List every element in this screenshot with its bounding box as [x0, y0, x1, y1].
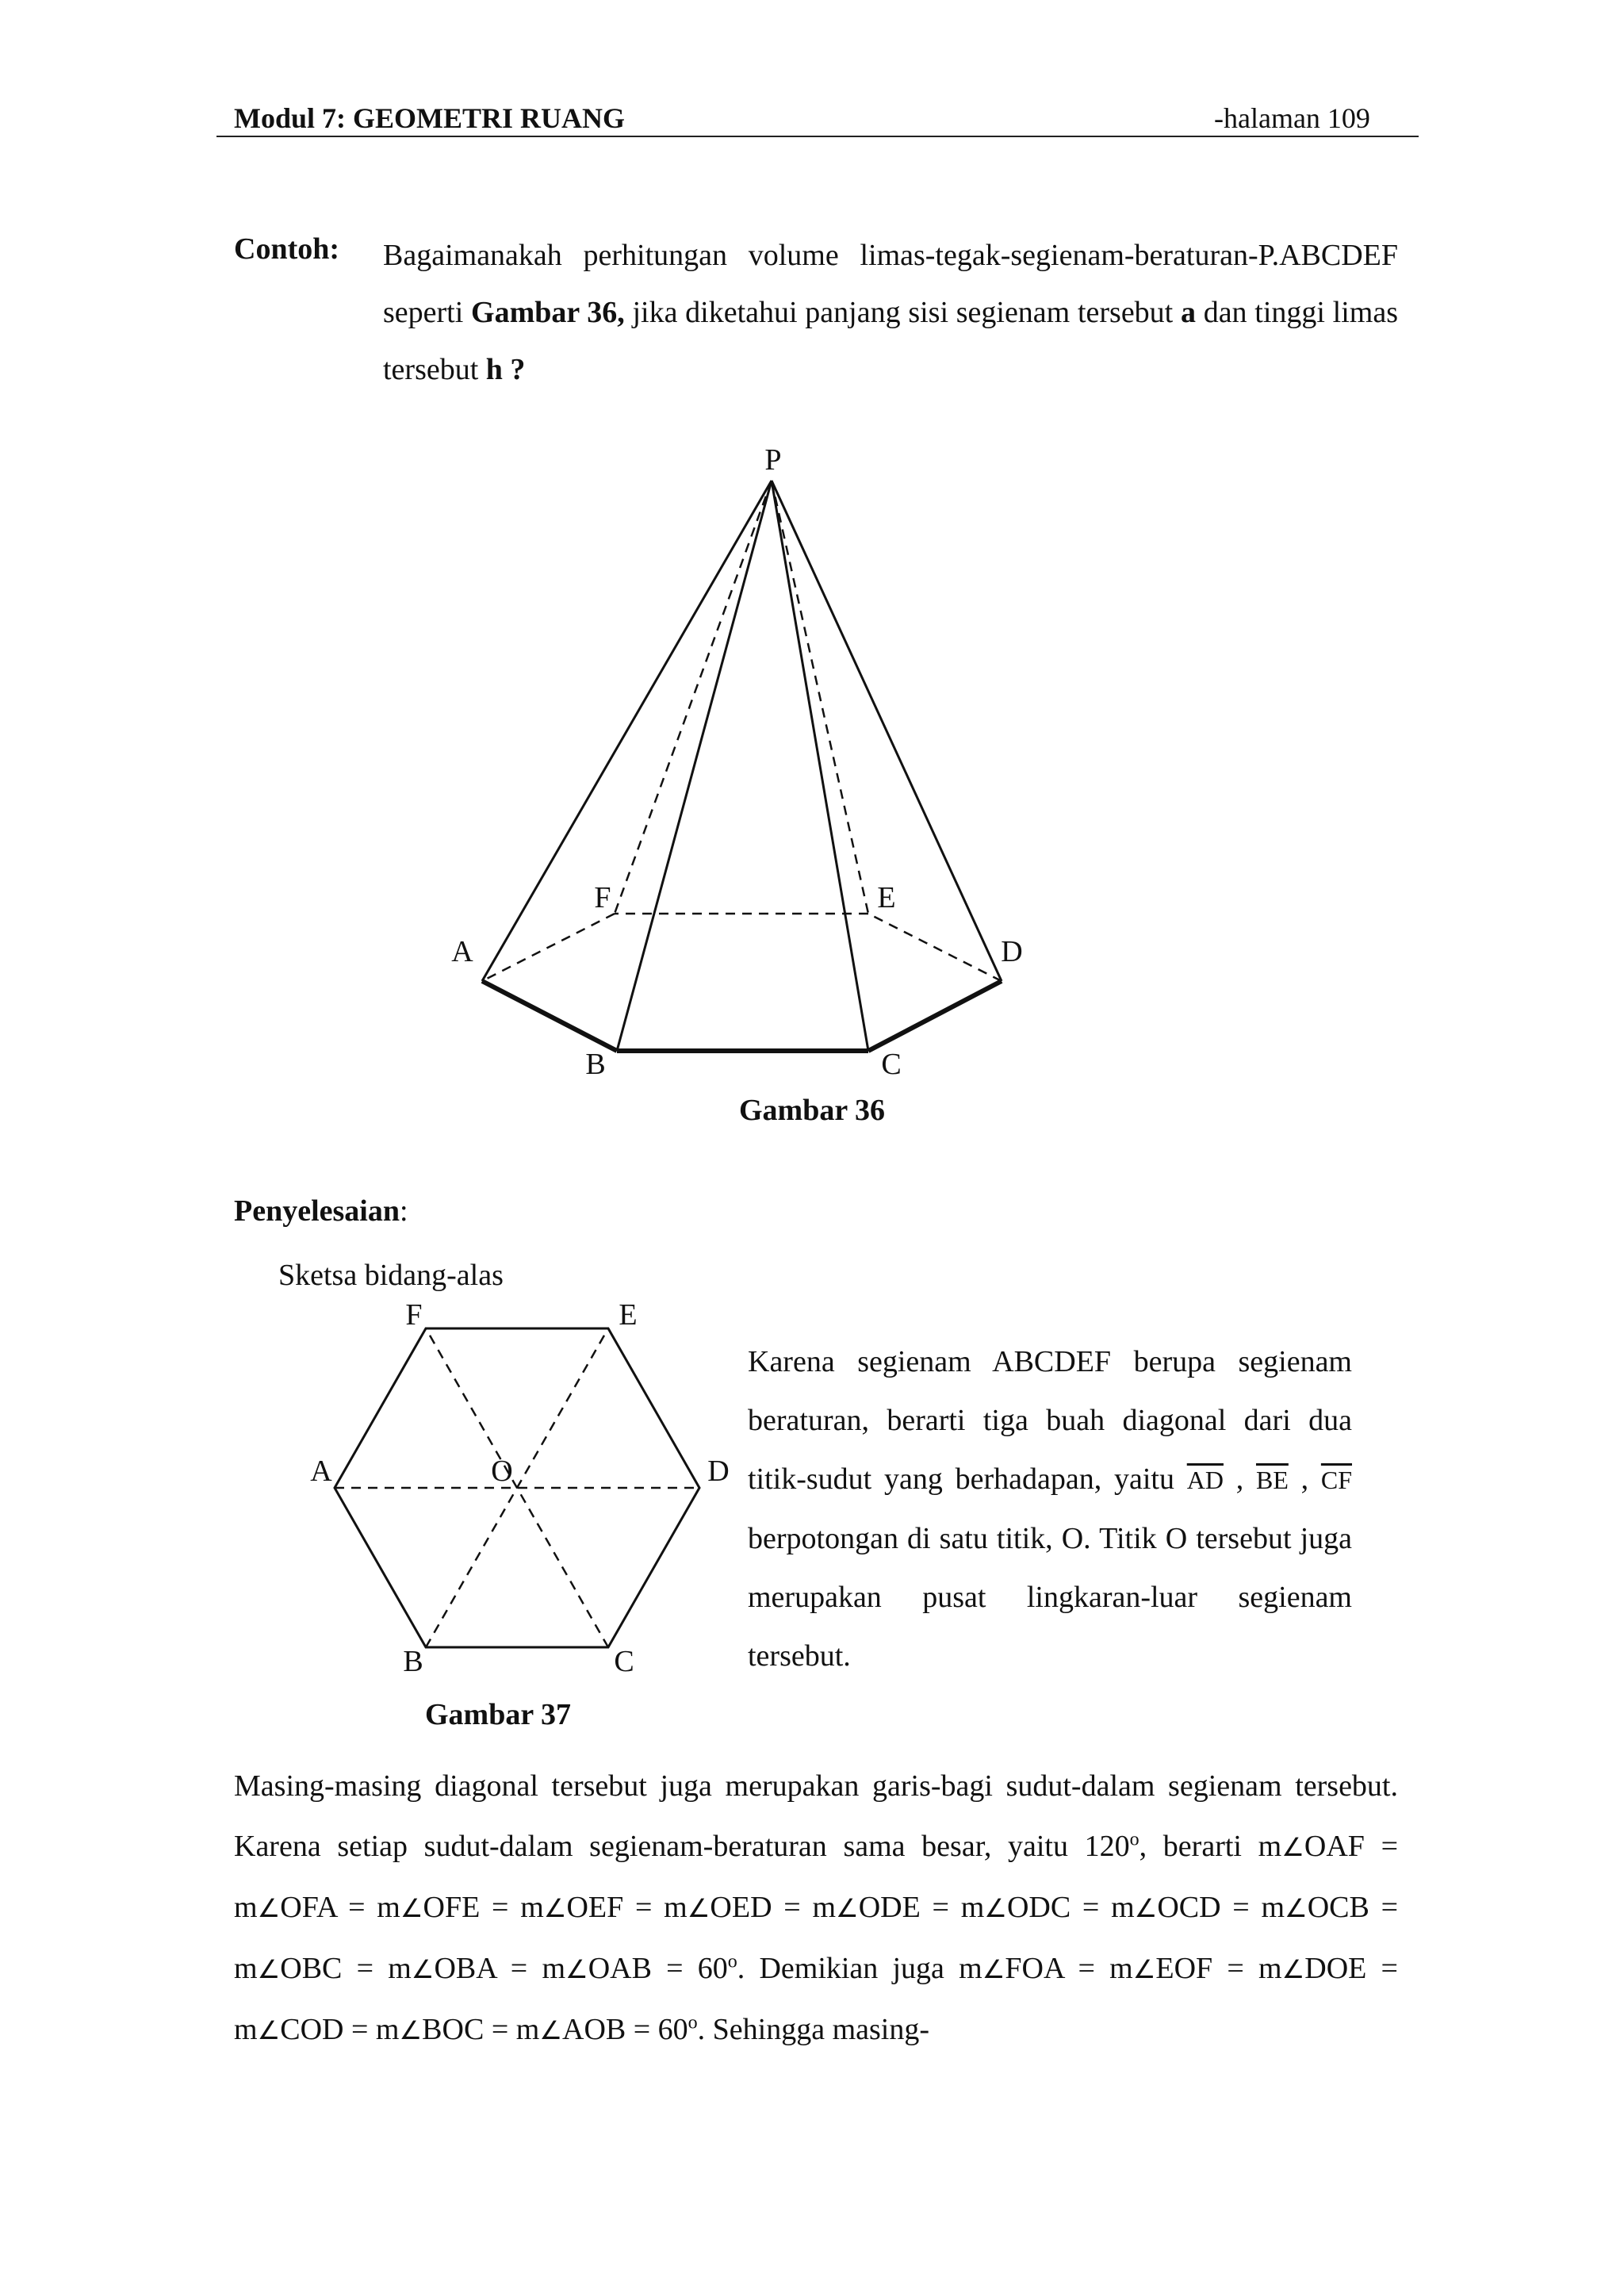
separator: , — [1288, 1462, 1321, 1496]
hex-label-F: F — [405, 1298, 423, 1332]
label-A: A — [451, 935, 473, 968]
angle-symbol: ∠ — [543, 1893, 567, 1923]
angle-term: m∠ODE — [812, 1891, 921, 1924]
equals-sign: = — [1369, 1891, 1399, 1924]
separator: , — [1223, 1462, 1256, 1496]
equals-sign: = — [484, 2013, 516, 2046]
equals-sign: = — [772, 1891, 813, 1924]
penyelesaian-colon: : — [399, 1194, 408, 1228]
degree-mark: o — [688, 2012, 698, 2033]
angle-term: m∠OAF — [1258, 1830, 1365, 1863]
angles-text-1: Masing-masing diagonal tersebut juga merupakan garis-bagi sudut-dalam segienam tersebut. Karena setiap sudut-dalam segienam-beraturan sama besar, yaitu 120 — [234, 1769, 1398, 1863]
angle-term: m∠DOE — [1258, 1952, 1367, 1985]
figure-36-caption: Gambar 36 — [738, 1094, 886, 1127]
contoh-text-2: jika diketahui panjang sisi segienam tersebut — [624, 296, 1181, 329]
degree-mark: o — [727, 1951, 737, 1972]
karena-paragraph — [748, 1332, 1352, 1685]
angle-symbol: ∠ — [1281, 1954, 1305, 1984]
contoh-text-1: Bagaimanakah perhitungan volume limas-tegak-segienam-beraturan-P.ABCDEF seperti — [383, 239, 1398, 329]
angles-text-3: . Demikian juga — [737, 1952, 959, 1985]
angle-term: m∠FOA — [959, 1952, 1064, 1985]
angle-symbol: ∠ — [1285, 1893, 1308, 1923]
hex-label-C: C — [614, 1645, 634, 1678]
equals-sign: = — [336, 1891, 377, 1924]
karena-text-2: berpotongan di satu titik, O. Titik O tersebut juga merupakan pusat lingkaran-luar segienam tersebut. — [748, 1522, 1352, 1673]
angle-symbol: ∠ — [1134, 1893, 1158, 1923]
equals-sign: = — [1063, 1952, 1110, 1985]
angle-term: m∠EOF — [1109, 1952, 1213, 1985]
label-C: C — [881, 1048, 902, 1081]
angle-symbol: ∠ — [836, 1893, 859, 1923]
angle-symbol: ∠ — [257, 2015, 281, 2045]
figure-37-caption: Gambar 37 — [425, 1698, 572, 1731]
header-page-number: -halaman 109 — [1214, 102, 1370, 134]
label-D: D — [1001, 935, 1023, 968]
angle-term: m∠OAB — [542, 1952, 652, 1985]
angle-term: m∠OFE — [377, 1891, 481, 1924]
hex-label-A: A — [310, 1455, 332, 1488]
label-P: P — [764, 443, 782, 477]
equals-sign: = — [1212, 1952, 1258, 1985]
equals-sign: = — [1364, 1830, 1398, 1863]
degree-mark: o — [1129, 1829, 1139, 1850]
angle-term: m∠OCD — [1111, 1891, 1221, 1924]
sketsa-label: Sketsa bidang-alas — [278, 1259, 504, 1292]
contoh-var-h: h ? — [485, 353, 526, 386]
angle-symbol: ∠ — [565, 1954, 588, 1984]
angle-symbol: ∠ — [1281, 1832, 1304, 1862]
segment-BE: $\overline{BE}$ — [1255, 1466, 1289, 1494]
segment-CF: $\overline{CF}$ — [1320, 1466, 1353, 1494]
angle-term: m∠OBC — [234, 1952, 343, 1985]
angle-term: m∠AOB — [515, 2013, 626, 2046]
label-E: E — [877, 881, 896, 914]
label-B: B — [585, 1048, 606, 1081]
angles-paragraph — [234, 1756, 1398, 2060]
angle-symbol: ∠ — [1132, 1954, 1156, 1984]
angles-value-1: = 60 — [651, 1952, 728, 1985]
angles-text-2: , berarti — [1139, 1830, 1258, 1863]
angle-term: m∠OCB — [1261, 1891, 1369, 1924]
header-title: Modul 7: GEOMETRI RUANG — [234, 102, 626, 134]
hex-label-E: E — [619, 1298, 638, 1332]
angle-symbol: ∠ — [400, 1893, 423, 1923]
equals-sign: = — [480, 1891, 521, 1924]
angle-symbol: ∠ — [411, 1954, 435, 1984]
angle-symbol: ∠ — [257, 1954, 281, 1984]
equals-sign: = — [623, 1891, 665, 1924]
segment-AD: $\overline{AD}$ — [1186, 1466, 1224, 1494]
angle-symbol: ∠ — [399, 2015, 423, 2045]
contoh-figure-ref: Gambar 36, — [471, 296, 625, 329]
contoh-var-a: a — [1180, 296, 1196, 329]
angle-symbol: ∠ — [257, 1893, 281, 1923]
hex-label-D: D — [707, 1455, 730, 1488]
contoh-text-3: dan tinggi limas tersebut — [383, 296, 1398, 386]
angle-term: m∠OEF — [520, 1891, 624, 1924]
angle-term: m∠COD — [234, 2013, 344, 2046]
equals-sign: = — [920, 1891, 961, 1924]
angle-term: m∠BOC — [375, 2013, 485, 2046]
angle-symbol: ∠ — [982, 1954, 1005, 1984]
hex-label-O: O — [491, 1455, 513, 1488]
label-F: F — [594, 881, 611, 914]
angles-text-4: . Sehingga masing- — [697, 2013, 930, 2046]
angle-term: m∠OFA — [234, 1891, 337, 1924]
hex-label-B: B — [403, 1645, 423, 1678]
karena-text-1: Karena segienam ABCDEF berupa segienam beraturan, berarti tiga buah diagonal dari dua titik-sudut yang berhadapan, yaitu — [748, 1345, 1352, 1496]
equals-sign: = — [342, 1952, 389, 1985]
equals-sign: = — [496, 1952, 542, 1985]
angle-symbol: ∠ — [539, 2015, 562, 2045]
angle-term: m∠OBA — [388, 1952, 496, 1985]
angle-term: m∠OED — [664, 1891, 772, 1924]
equals-sign: = — [1071, 1891, 1112, 1924]
equals-sign: = — [1366, 1952, 1398, 1985]
angle-symbol: ∠ — [984, 1893, 1007, 1923]
equals-sign: = — [343, 2013, 376, 2046]
penyelesaian-label: Penyelesaian — [234, 1194, 400, 1228]
contoh-label: Contoh: — [234, 232, 340, 266]
angles-value-2: = 60 — [626, 2013, 688, 2046]
angle-term: m∠ODC — [960, 1891, 1071, 1924]
angle-symbol: ∠ — [687, 1893, 710, 1923]
equals-sign: = — [1220, 1891, 1262, 1924]
